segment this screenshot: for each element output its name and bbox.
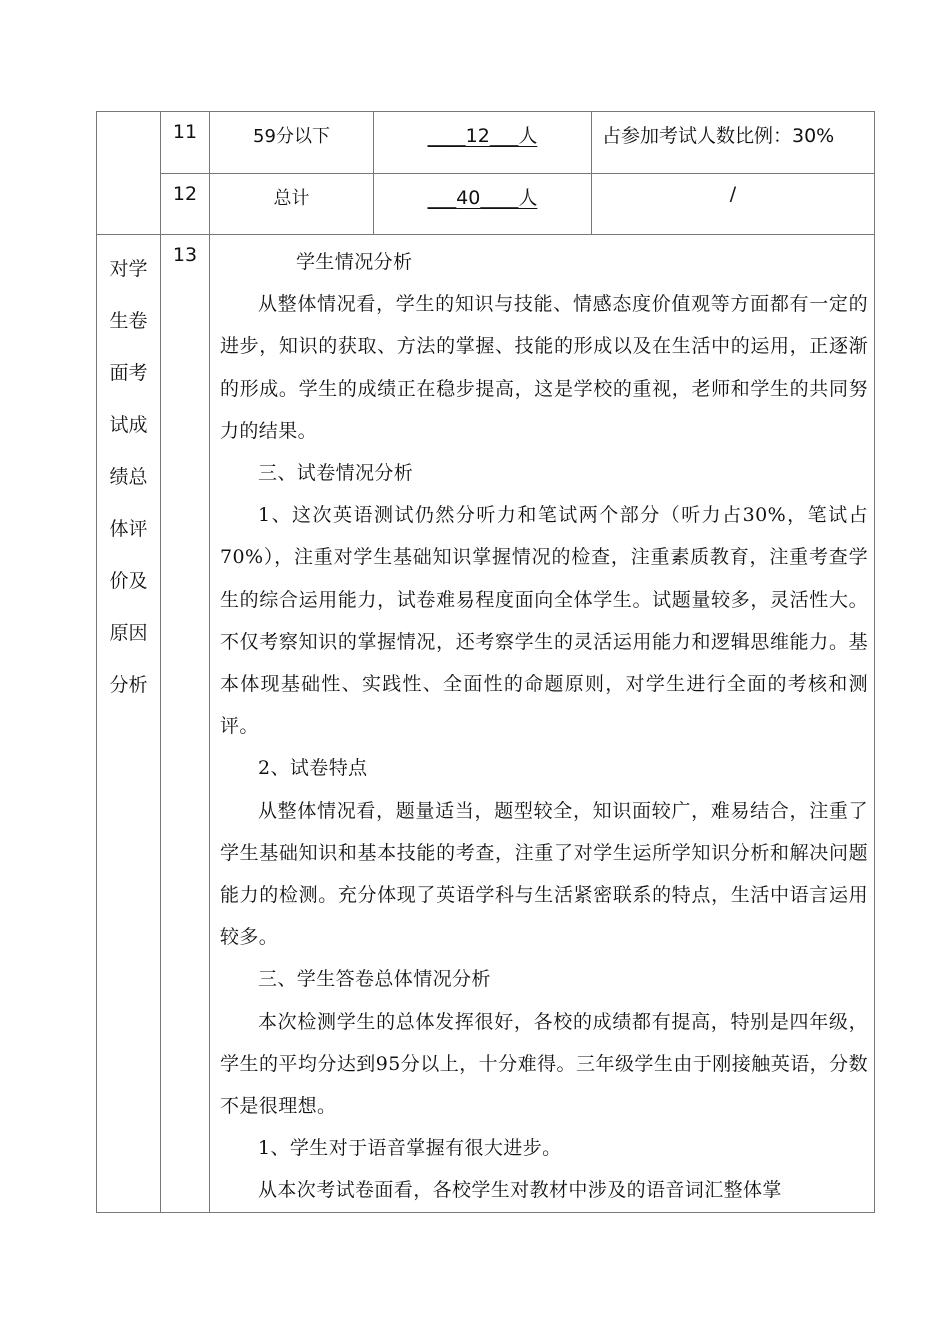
paragraph: 1、这次英语测试仍然分听力和笔试两个部分（听力占30%，笔试占70%），注重对学生基础知识掌握情况的检查，注重素质教育，注重考查学生的综合运用能力，试卷难易程度面向全体学生。试题量较多，灵活性大。不仅考察知识的掌握情况，还考察学生的灵活运用能力和逻辑思维能力。基本体现基础性、实践性、全面性的命题原则，对学生进行全面的考核和测评。 <box>220 504 868 738</box>
count-blank-right: ___人 <box>489 125 538 147</box>
section-side-label <box>97 235 161 1213</box>
empty-side-cell <box>97 112 161 235</box>
side-label-line: 绩总 <box>109 466 148 488</box>
paragraph: 从本次考试卷面看，各校学生对教材中涉及的语音词汇整体掌 <box>258 1179 782 1202</box>
paragraph: 从整体情况看，学生的知识与技能、情感态度价值观等方面都有一定的进步，知识的获取、方法的掌握、技能的形成以及在生活中的运用，正逐渐的形成。学生的成绩正在稳步提高，这是学校的重视，老师和学生的共同努力的结果。 <box>220 293 868 442</box>
paragraph-heading: 三、学生答卷总体情况分析 <box>258 968 491 991</box>
score-range-label: 59分以下 <box>210 112 374 174</box>
total-label: 总计 <box>210 174 374 235</box>
side-label-line: 对学 <box>109 258 148 280</box>
paragraph-heading: 1、学生对于语音掌握有很大进步。 <box>258 1137 562 1160</box>
student-count <box>374 112 592 174</box>
side-label-line: 生卷 <box>109 310 148 332</box>
count-value: 12 <box>465 125 490 147</box>
count-value: 40 <box>456 187 481 209</box>
side-label-line: 原因 <box>109 622 148 644</box>
paragraph-heading: 三、试卷情况分析 <box>258 462 414 485</box>
section-heading: 学生情况分析 <box>296 251 413 273</box>
score-analysis-table <box>96 111 875 1213</box>
ratio-text: / <box>592 174 875 235</box>
side-label-line: 价及 <box>109 570 148 592</box>
student-count <box>374 174 592 235</box>
row-number: 11 <box>161 112 210 174</box>
table-row <box>97 112 875 174</box>
paragraph-heading: 2、试卷特点 <box>258 757 368 780</box>
ratio-text: 占参加考试人数比例：30% <box>592 112 875 174</box>
table-row <box>97 174 875 235</box>
row-number: 12 <box>161 174 210 235</box>
table-row <box>97 235 875 1213</box>
side-label-line: 面考 <box>109 362 148 384</box>
count-blank-left: ___ <box>427 187 457 209</box>
analysis-text-cell <box>210 235 875 1213</box>
side-label-line: 体评 <box>109 518 148 540</box>
count-blank-right: ____人 <box>480 187 538 209</box>
count-blank-left: ____ <box>427 125 466 147</box>
side-label-line: 试成 <box>109 414 148 436</box>
row-number: 13 <box>161 235 210 1213</box>
side-label-line: 分析 <box>109 674 148 696</box>
paragraph: 从整体情况看，题量适当，题型较全，知识面较广，难易结合，注重了学生基础知识和基本技能的考查，注重了对学生运所学知识分析和解决问题能力的检测。充分体现了英语学科与生活紧密联系的特点，生活中语言运用较多。 <box>220 799 868 949</box>
paragraph: 本次检测学生的总体发挥很好，各校的成绩都有提高，特别是四年级，学生的平均分达到95分以上，十分难得。三年级学生由于刚接触英语，分数不是很理想。 <box>220 1010 868 1118</box>
